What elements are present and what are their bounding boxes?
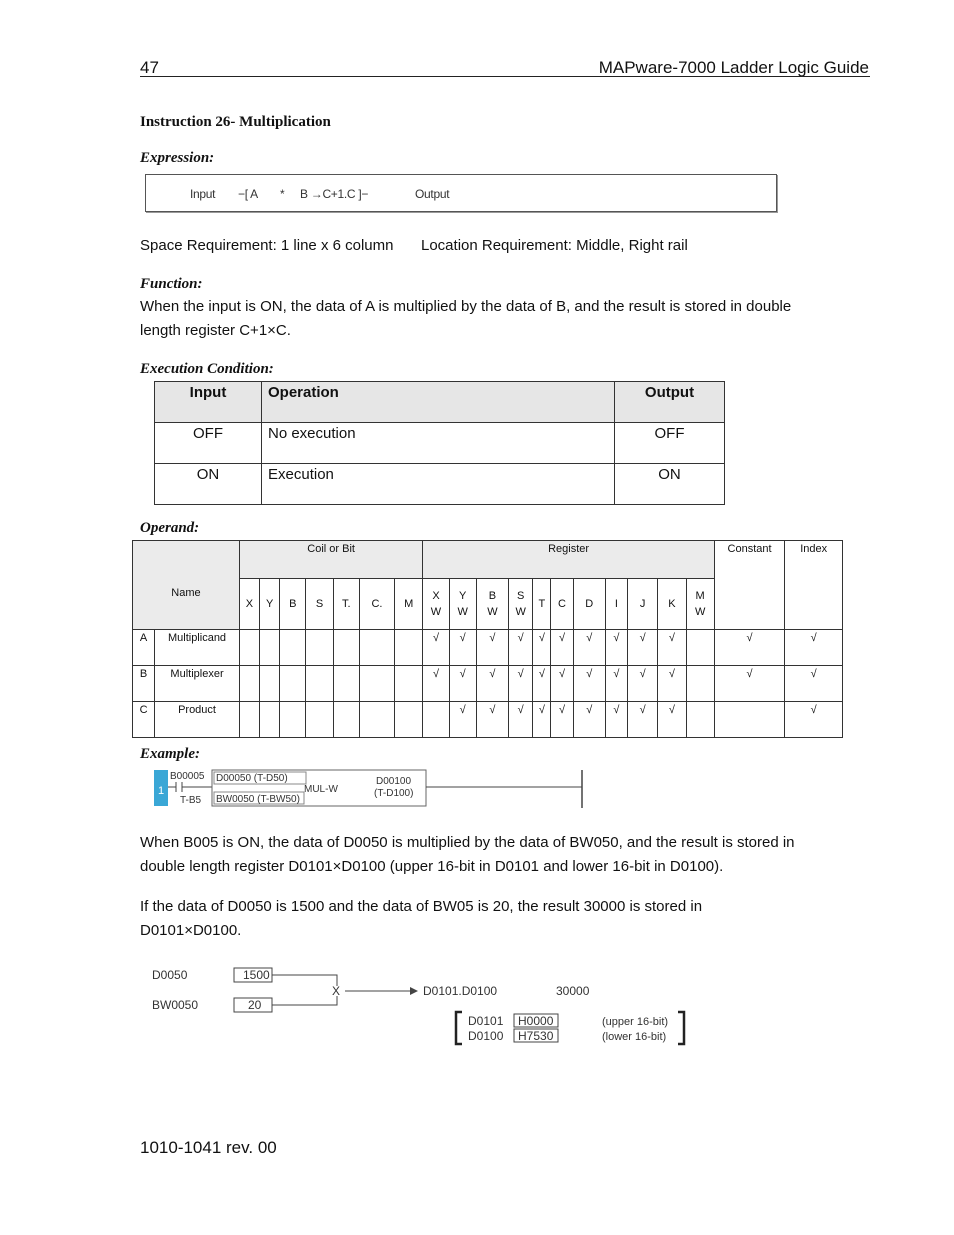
calc-value-1: 1500: [243, 968, 270, 982]
operand-register-col: [423, 579, 449, 630]
space-requirement: Space Requirement: 1 line x 6 column: [140, 237, 394, 254]
operand-group-index: Index: [785, 541, 843, 630]
operand-cell: √: [476, 702, 508, 738]
operand-cell: √: [573, 630, 605, 666]
operand-register-col: [605, 579, 627, 630]
source-1: D00050 (T-D50): [216, 773, 288, 784]
operand-cell: [359, 702, 394, 738]
operand-cell: √: [714, 666, 785, 702]
expression-input: Input: [190, 187, 216, 201]
example-label: Example:: [140, 746, 200, 762]
operand-cell: √: [628, 630, 658, 666]
operand-row-name: Multiplexer: [155, 666, 240, 702]
operand-cell: [239, 702, 259, 738]
operand-cell: [306, 702, 333, 738]
operand-group-register: Register: [423, 541, 714, 579]
operand-register-col-label: C: [558, 598, 566, 610]
operand-cell: [359, 666, 394, 702]
operand-table: [132, 540, 843, 738]
document-title: MAPware-7000 Ladder Logic Guide: [598, 58, 869, 77]
execution-header-row: [155, 382, 725, 423]
operand-cell: [280, 702, 306, 738]
operand-register-col: [686, 579, 714, 630]
operand-cell: [306, 630, 333, 666]
operand-cell: √: [714, 630, 785, 666]
arrow-right-icon: [410, 987, 418, 995]
operand-cell: [333, 666, 359, 702]
calc-line-2: [272, 996, 337, 1005]
operation-name: MUL-W: [304, 784, 338, 795]
operand-cell: √: [509, 702, 533, 738]
operand-cell: √: [533, 630, 551, 666]
header-rule: [140, 76, 870, 77]
operand-cell: √: [658, 666, 686, 702]
operand-coil-col: M: [395, 579, 423, 630]
execution-cell: Execution: [262, 464, 615, 505]
operand-cell: √: [605, 702, 627, 738]
operand-cell: [260, 666, 280, 702]
operand-cell: √: [533, 666, 551, 702]
operand-register-col-label: W: [457, 606, 468, 618]
operand-register-col-label: K: [668, 598, 676, 610]
page-number: 47: [140, 58, 159, 77]
operand-row-name: Multiplicand: [155, 630, 240, 666]
calc-destination: D0101.D0100: [423, 984, 498, 998]
operand-cell: [333, 702, 359, 738]
calc-high-value: H0000: [518, 1014, 554, 1028]
calc-low-note: (lower 16-bit): [602, 1031, 667, 1043]
operand-cell: √: [449, 702, 476, 738]
operand-cell: √: [551, 666, 573, 702]
operand-register-col-label: I: [614, 598, 618, 610]
operand-label: Operand:: [140, 520, 200, 536]
operand-register-col: [628, 579, 658, 630]
example-text-2: If the data of D0050 is 1500 and the data of BW05 is 20, the result 30000 is stored in D0101×D0100.: [140, 898, 703, 939]
operand-register-col: [573, 579, 605, 630]
operand-coil-col: C.: [359, 579, 394, 630]
source-2: BW0050 (T-BW50): [216, 794, 300, 805]
operand-register-col-label: B: [488, 590, 497, 602]
operand-coil-col: B: [280, 579, 306, 630]
operand-cell: √: [605, 666, 627, 702]
operand-register-col: [509, 579, 533, 630]
calc-register-1: D0050: [152, 968, 188, 982]
operand-group-row: [133, 541, 843, 579]
operand-cell: √: [785, 630, 843, 666]
operand-row-id: A: [133, 630, 155, 666]
execution-header-output: Output: [615, 382, 725, 423]
operand-coil-col: T.: [333, 579, 359, 630]
operand-cell: [280, 666, 306, 702]
operand-cell: [686, 666, 714, 702]
operand-cell: [239, 666, 259, 702]
function-label: Function:: [140, 276, 203, 292]
operand-register-col-label: S: [517, 590, 525, 602]
operand-register-col-label: W: [487, 606, 498, 618]
destination-2: (T-D100): [374, 788, 414, 799]
operand-register-col: [658, 579, 686, 630]
instruction-title: Instruction 26- Multiplication: [140, 114, 331, 130]
operand-cell: [260, 630, 280, 666]
operand-register-col-label: W: [430, 606, 442, 618]
ladder-diagram: [150, 768, 590, 812]
execution-cell: No execution: [262, 423, 615, 464]
operand-register-col-label: D: [585, 598, 594, 610]
execution-header-input: Input: [155, 382, 262, 423]
operand-cell: √: [476, 666, 508, 702]
operand-register-col: [533, 579, 551, 630]
operand-cell: √: [551, 630, 573, 666]
operand-name-header: Name: [133, 541, 240, 630]
calc-low-register: D0100: [468, 1029, 504, 1043]
table-row: [155, 464, 725, 505]
example-text-1: When B005 is ON, the data of D0050 is multiplied by the data of BW050, and the result is stored in double length register D0101×D0100 (upper 16-bit in D0101 and lower 16-bit in D0100).: [140, 834, 795, 875]
rung-number: 1: [158, 785, 165, 797]
table-row: [155, 423, 725, 464]
function-text: When the input is ON, the data of A is multiplied by the data of B, and the result is stored in double length register C+1×C.: [140, 298, 792, 339]
expression-output: Output: [415, 187, 450, 201]
operand-row-id: B: [133, 666, 155, 702]
operand-cell: [359, 630, 394, 666]
calc-value-2: 20: [248, 998, 262, 1012]
operand-cell: [306, 666, 333, 702]
contact-label-2: T-B5: [180, 795, 202, 806]
execution-header-operation: Operation: [262, 382, 615, 423]
operand-group-coil: Coil or Bit: [239, 541, 423, 579]
operand-cell: √: [423, 666, 449, 702]
execution-cell: OFF: [155, 423, 262, 464]
operand-row-id: C: [133, 702, 155, 738]
operand-cell: √: [785, 666, 843, 702]
operand-cell: [395, 666, 423, 702]
operand-register-col-label: Y: [459, 590, 467, 602]
calc-line-1: [272, 975, 337, 986]
left-bracket: [456, 1012, 462, 1044]
location-requirement: Location Requirement: Middle, Right rail: [421, 237, 688, 254]
expression-formula-rest: B →C+1.C ]−: [300, 187, 369, 201]
operand-cell: [395, 630, 423, 666]
operand-cell: √: [551, 702, 573, 738]
footer-revision: 1010-1041 rev. 00: [140, 1138, 277, 1157]
operand-cell: [333, 630, 359, 666]
table-row: [133, 630, 843, 666]
operand-cell: √: [658, 630, 686, 666]
execution-table: [154, 381, 725, 505]
operand-cell: [395, 702, 423, 738]
operand-register-col-label: W: [515, 606, 526, 618]
operand-register-col-label: T: [538, 598, 546, 610]
operand-register-col-label: J: [639, 598, 646, 610]
table-row: [133, 666, 843, 702]
operand-register-col: [551, 579, 573, 630]
operand-cell: √: [476, 630, 508, 666]
operand-cell: √: [449, 666, 476, 702]
operand-cell: √: [658, 702, 686, 738]
operand-coil-col: X: [239, 579, 259, 630]
execution-cell: OFF: [615, 423, 725, 464]
calc-register-2: BW0050: [152, 998, 199, 1012]
operand-cell: √: [423, 630, 449, 666]
operand-cell: √: [628, 666, 658, 702]
calc-high-note: (upper 16-bit): [602, 1016, 669, 1028]
operand-cell: √: [509, 630, 533, 666]
operand-cell: [686, 702, 714, 738]
operand-cell: √: [449, 630, 476, 666]
operand-row-name: Product: [155, 702, 240, 738]
operand-cell: [260, 702, 280, 738]
operand-coil-col: S: [306, 579, 333, 630]
operand-register-col-label: X: [432, 590, 440, 602]
operand-cell: √: [628, 702, 658, 738]
operand-cell: [239, 630, 259, 666]
execution-cell: ON: [155, 464, 262, 505]
operand-register-col-label: M: [695, 590, 705, 602]
operand-cell: √: [785, 702, 843, 738]
operand-register-col: [476, 579, 508, 630]
destination-1: D00100: [376, 776, 412, 787]
expression-label: Expression:: [140, 150, 215, 166]
right-bracket: [678, 1012, 684, 1044]
execution-label: Execution Condition:: [140, 361, 274, 377]
execution-cell: ON: [615, 464, 725, 505]
calc-multiply: X: [332, 984, 341, 998]
calc-result: 30000: [556, 984, 590, 998]
operand-register-col: [449, 579, 476, 630]
expression-formula-open: −[ A: [238, 187, 258, 201]
calc-low-value: H7530: [518, 1029, 554, 1043]
expression-star: *: [280, 187, 285, 201]
operand-cell: √: [533, 702, 551, 738]
calc-high-register: D0101: [468, 1014, 504, 1028]
operand-group-constant: Constant: [714, 541, 785, 630]
operand-cell: [686, 630, 714, 666]
operand-cell: √: [605, 630, 627, 666]
table-row: [133, 702, 843, 738]
operand-register-col-label: W: [694, 606, 706, 618]
operand-cell: [280, 630, 306, 666]
expression-box: [145, 174, 777, 212]
operand-cell: [714, 702, 785, 738]
operand-coil-col: Y: [260, 579, 280, 630]
contact-label-1: B00005: [170, 771, 205, 782]
operand-cell: √: [573, 702, 605, 738]
calculation-diagram: [148, 962, 708, 1052]
operand-cell: √: [509, 666, 533, 702]
operand-cell: √: [573, 666, 605, 702]
operand-cell: [423, 702, 449, 738]
